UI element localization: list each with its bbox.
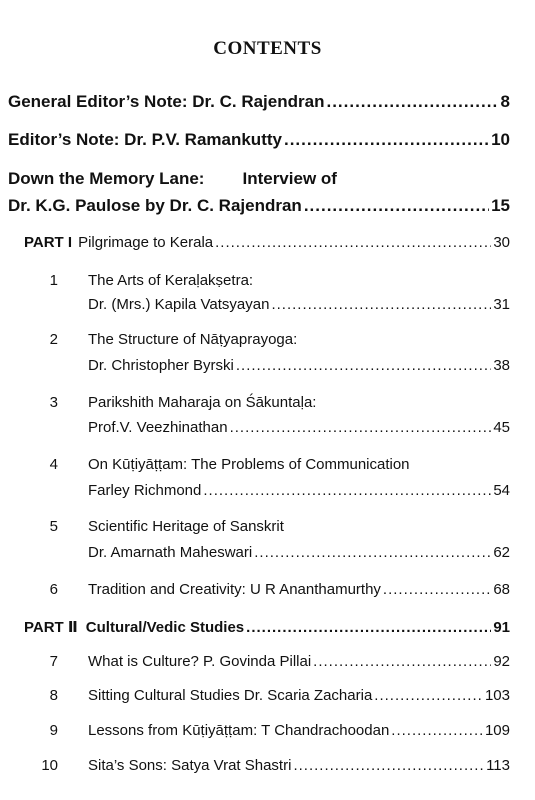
toc-entry-memory-lane (8, 196, 510, 216)
entry-number: 10 (41, 757, 58, 774)
entry-title: The Structure of Nāṭyaprayoga: (88, 331, 298, 348)
entry-page: 45 (493, 419, 510, 436)
entry-number: 8 (49, 687, 58, 704)
entry-number: 5 (49, 518, 58, 535)
entry-title: What is Culture? P. Govinda Pillai (88, 653, 312, 670)
entry-author: Prof.V. Veezhinathan (88, 419, 228, 436)
toc-entry-5 (88, 544, 510, 561)
toc-entry-8 (88, 687, 510, 704)
entry-author: Dr. (Mrs.) Kapila Vatsyayan (88, 296, 270, 313)
toc-entry-2 (88, 357, 510, 374)
part-label: PART Ⅱ (24, 619, 78, 636)
leader-dots (383, 581, 491, 598)
leader-dots (293, 757, 484, 774)
entry-title: Down the Memory Lane: (8, 169, 205, 188)
entry-title: Tradition and Creativity: U R Ananthamurthy (88, 581, 381, 598)
toc-part-2 (24, 618, 510, 636)
leader-dots (230, 419, 492, 436)
entry-title: General Editor’s Note: Dr. C. Rajendran (8, 92, 325, 111)
leader-dots (374, 687, 483, 704)
part-page: 30 (493, 234, 510, 251)
entry-page: 31 (493, 296, 510, 313)
entry-page: 8 (500, 92, 510, 111)
toc-entry-general-editors-note (8, 92, 510, 112)
toc-part-1 (24, 234, 510, 251)
entry-title: Lessons from Kūṭiyāṭṭam: T Chandrachoodan (88, 722, 390, 739)
entry-title: Parikshith Maharaja on Śākuntaḷa: (88, 394, 317, 411)
toc-entry-9 (88, 722, 510, 739)
toc-entry-4 (88, 482, 510, 499)
leader-dots (391, 722, 483, 739)
toc-entry-10 (88, 757, 510, 774)
page-title: CONTENTS (213, 38, 322, 59)
toc-entry-6 (88, 581, 510, 598)
entry-page: 62 (493, 544, 510, 561)
entry-title: The Arts of Keraḷakṣetra: (88, 272, 254, 289)
part-label: PART I (24, 234, 73, 251)
part-title: Pilgrimage to Kerala (78, 234, 214, 251)
toc-entry-1 (88, 296, 510, 313)
toc-entry-3 (88, 419, 510, 436)
entry-title: Scientific Heritage of Sanskrit (88, 518, 284, 535)
part-title: Cultural/Vedic Studies (85, 619, 245, 636)
toc-entry-editors-note (8, 130, 510, 150)
leader-dots (271, 296, 491, 313)
leader-dots (246, 619, 491, 636)
entry-number: 1 (49, 272, 58, 289)
leader-dots (215, 234, 491, 251)
entry-number: 6 (49, 581, 58, 598)
part-page: 91 (493, 619, 510, 636)
leader-dots (313, 653, 491, 670)
entry-page: 54 (493, 482, 510, 499)
entry-author: Farley Richmond (88, 482, 202, 499)
toc-entry-memory-lane-line1 (8, 169, 337, 189)
entry-title: On Kūṭiyāṭṭam: The Problems of Communication (88, 456, 410, 473)
entry-number: 9 (49, 722, 58, 739)
entry-number: 7 (49, 653, 58, 670)
entry-number: 3 (49, 394, 58, 411)
entry-page: 103 (484, 687, 510, 704)
entry-author: Dr. Amarnath Maheswari (88, 544, 253, 561)
entry-page: 38 (493, 357, 510, 374)
entry-title: Editor’s Note: Dr. P.V. Ramankutty (8, 130, 282, 149)
entry-number: 2 (49, 331, 58, 348)
entry-number: 4 (49, 456, 58, 473)
entry-title-continued: Interview of (242, 169, 337, 188)
leader-dots (236, 357, 491, 374)
leader-dots (304, 196, 489, 216)
entry-title-line2: Dr. K.G. Paulose by Dr. C. Rajendran (8, 196, 302, 215)
entry-page: 113 (486, 757, 510, 774)
entry-page: 10 (491, 130, 510, 149)
entry-page: 109 (484, 722, 510, 739)
entry-author: Dr. Christopher Byrski (88, 357, 234, 374)
entry-title: Sitting Cultural Studies Dr. Scaria Zacharia (88, 687, 373, 704)
leader-dots (284, 130, 489, 150)
entry-page: 68 (493, 581, 510, 598)
entry-page: 92 (493, 653, 510, 670)
entry-title: Sita’s Sons: Satya Vrat Shastri (88, 757, 292, 774)
entry-page: 15 (491, 196, 510, 215)
leader-dots (326, 92, 498, 112)
leader-dots (203, 482, 491, 499)
leader-dots (254, 544, 491, 561)
toc-entry-7 (88, 653, 510, 670)
